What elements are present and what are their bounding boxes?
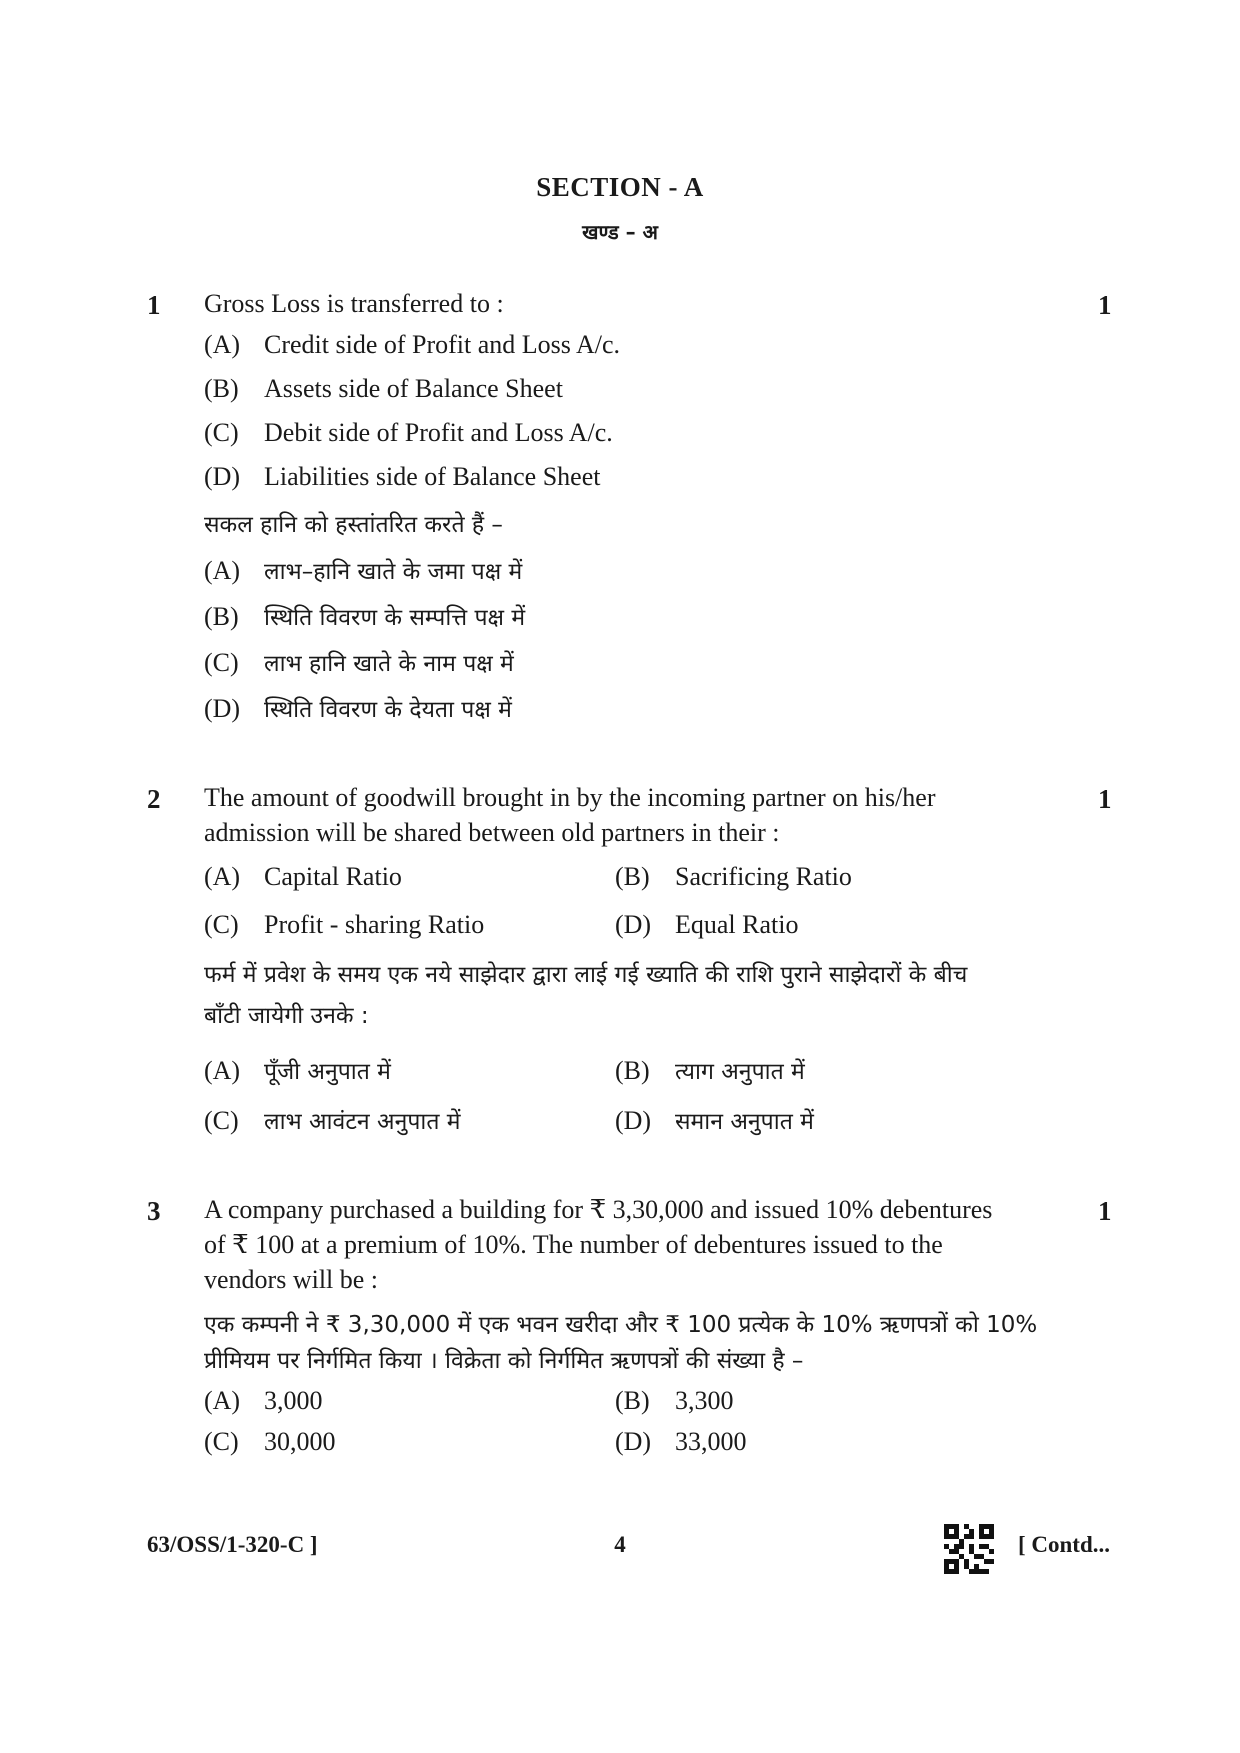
option-c-hindi: (C) लाभ हानि खाते के नाम पक्ष में — [204, 648, 514, 677]
question-text-line-2: of ₹ 100 at a premium of 10%. The number of debentures issued to the — [204, 1230, 943, 1259]
option-c: (C) Debit side of Profit and Loss A/c. — [204, 418, 613, 447]
page-number: 4 — [614, 1532, 626, 1557]
question-text-line-1: A company purchased a building for ₹ 3,30,000 and issued 10% debentures — [204, 1195, 993, 1224]
question-text-line-1: The amount of goodwill brought in by the incoming partner on his/her — [204, 783, 936, 812]
section-title: SECTION - A — [536, 172, 704, 202]
option-a-hindi: (A) लाभ–हानि खाते के जमा पक्ष में — [204, 556, 523, 585]
option-c: (C) Profit - sharing Ratio — [204, 910, 485, 939]
option-c-hindi: (C) लाभ आवंटन अनुपात में — [204, 1106, 461, 1135]
option-c: (C) 30,000 — [204, 1427, 336, 1456]
question-text-hindi-line-2: बाँटी जायेगी उनके : — [204, 1003, 369, 1029]
option-d: (D) 33,000 — [615, 1427, 747, 1456]
question-text-hindi: सकल हानि को हस्तांतरित करते हैं – — [204, 512, 503, 538]
question-text-line-3: vendors will be : — [204, 1265, 379, 1294]
option-b-hindi: (B) त्याग अनुपात में — [615, 1056, 805, 1085]
option-d-hindi: (D) समान अनुपात में — [615, 1106, 814, 1135]
option-a: (A) Credit side of Profit and Loss A/c. — [204, 330, 621, 359]
question-text: Gross Loss is transferred to : — [204, 289, 504, 318]
option-a-hindi: (A) पूँजी अनुपात में — [204, 1056, 391, 1085]
option-d: (D) Equal Ratio — [615, 910, 799, 939]
question-text-hindi-line-1: फर्म में प्रवेश के समय एक नये साझेदार द्वारा लाई गई ख्याति की राशि पुराने साझेदारों के बीच — [204, 962, 968, 988]
option-b: (B) 3,300 — [615, 1386, 734, 1415]
question-number: 2 — [147, 784, 161, 814]
option-b: (B) Sacrificing Ratio — [615, 862, 852, 891]
option-d-hindi: (D) स्थिति विवरण के देयता पक्ष में — [204, 694, 512, 723]
option-d: (D) Liabilities side of Balance Sheet — [204, 462, 601, 491]
question-marks: 1 — [1098, 784, 1112, 814]
question-number: 3 — [147, 1196, 161, 1226]
question-text-line-2: admission will be shared between old partners in their : — [204, 818, 780, 847]
question-text-hindi-line-2: प्रीमियम पर निर्गमित किया । विक्रेता को निर्गमित ऋणपत्रों की संख्या है – — [204, 1348, 804, 1374]
option-a: (A) 3,000 — [204, 1386, 323, 1415]
section-title-hindi: खण्ड – अ — [582, 220, 658, 244]
option-a: (A) Capital Ratio — [204, 862, 402, 891]
continued-label: [ Contd... — [1018, 1532, 1111, 1557]
option-b-hindi: (B) स्थिति विवरण के सम्पत्ति पक्ष में — [204, 602, 526, 631]
option-b: (B) Assets side of Balance Sheet — [204, 374, 563, 403]
qr-code-icon — [944, 1524, 994, 1574]
paper-code: 63/OSS/1-320-C ] — [147, 1532, 318, 1557]
question-marks: 1 — [1098, 290, 1112, 320]
question-number: 1 — [147, 290, 161, 320]
question-text-hindi-line-1: एक कम्पनी ने ₹ 3,30,000 में एक भवन खरीदा और ₹ 100 प्रत्येक के 10% ऋणपत्रों को 10% — [204, 1312, 1038, 1338]
question-marks: 1 — [1098, 1196, 1112, 1226]
